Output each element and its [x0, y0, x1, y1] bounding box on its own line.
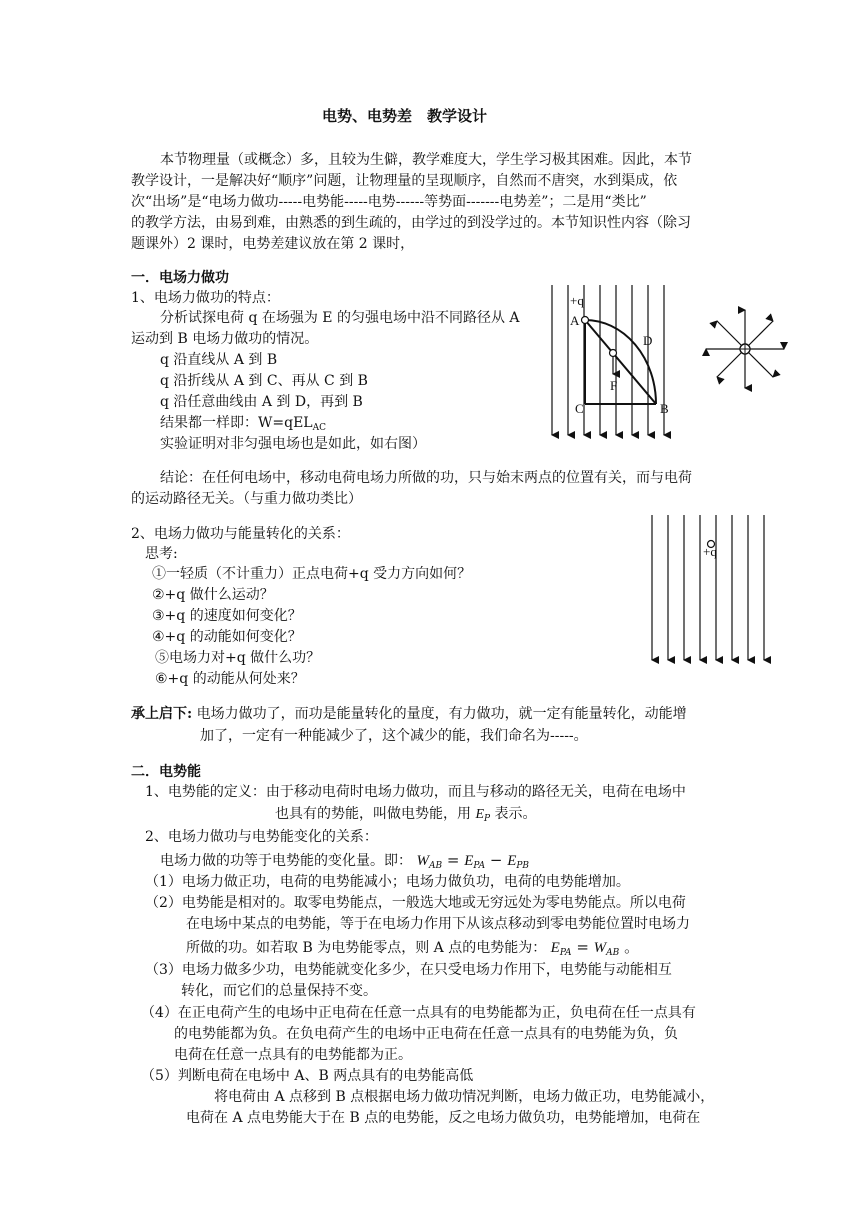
- uniform-field-path-diagram: [540, 280, 680, 442]
- conclusion-line-1: 结论：在任何电场中，移动电荷电场力所做的功，只与始末两点的位置有关，而与电荷: [160, 470, 692, 486]
- formula1-e1-sub: PA: [473, 861, 486, 871]
- fig1-label-a: A: [570, 313, 580, 328]
- def-line-1: 1、电势能的定义：由于移动电荷时电场力做功，而且与移动的路径无关，电荷在电场中: [145, 784, 686, 800]
- formula2-e: E: [550, 940, 560, 956]
- formula1-minus: −: [485, 851, 508, 869]
- page-title: 电势、电势差 教学设计: [322, 107, 488, 125]
- def-line-2: [275, 804, 537, 829]
- s1-line-7: 实验证明对非匀强电场也是如此，如右图）: [160, 436, 426, 452]
- question-2: ②+q 做什么运动？: [152, 587, 274, 603]
- s1-line-4: q 沿折线从 A 到 C、再从 C 到 B: [160, 373, 368, 389]
- fig1-label-b: B: [660, 401, 669, 416]
- ep-symbol: E: [475, 807, 485, 822]
- section1-sub2: 2、电场力做功与能量转化的关系：: [131, 526, 350, 542]
- formula1-e2-sub: PB: [516, 861, 530, 871]
- fig1-label-c: C: [575, 401, 584, 416]
- transition-line-1: [131, 704, 687, 724]
- fig1-label-f: F: [610, 378, 618, 393]
- transition-text-1: 电场力做功了，而功是能量转化的量度，有力做功，就一定有能量转化，动能增: [192, 706, 687, 722]
- fig2-charge-label: +q: [703, 544, 717, 559]
- point-4-line-3: 电荷在任意一点具有的电势能都为正。: [174, 1047, 412, 1063]
- s1-line-3: q 沿直线从 A 到 B: [160, 352, 278, 368]
- formula2-eq: =: [571, 938, 594, 956]
- point-4-line-1: （4）在正电荷产生的电场中正电荷在任意一点具有的电势能都为正，负电荷在任一点具有: [141, 1005, 696, 1021]
- relation-text: 电场力做的功等于电势能的变化量。即：: [160, 853, 412, 869]
- formula2-w-sub: AB: [606, 948, 620, 958]
- fig1-label-d: D: [643, 333, 653, 348]
- point-2-line-2: 在电场中某点的电势能，等于在电场力作用下从该点移动到零电势能位置时电场力: [186, 916, 690, 932]
- section1-heading: 一．电场力做功: [131, 270, 229, 286]
- formula2-e-sub: PA: [559, 948, 572, 958]
- uniform-field-charge-diagram: [640, 512, 780, 664]
- point-1: （1）电场力做正功，电荷的电势能减小；电场力做负功，电荷的电势能增加。: [145, 874, 630, 890]
- point-5-line-2: 将电荷由 A 点移到 B 点根据电场力做功情况判断，电场力做正功，电势能减小，: [214, 1089, 715, 1105]
- section1-sub1: 1、电场力做功的特点：: [131, 290, 280, 306]
- formula1-w-sub: AB: [428, 861, 443, 871]
- point-charge-field-diagram: [700, 304, 790, 394]
- w-subscript: AC: [312, 423, 326, 433]
- point-4-line-2: 的电势能都为负。在负电荷产生的电场中正电荷在任意一点具有的电势能为负，负: [174, 1026, 678, 1042]
- question-5: ⑤电场力对+q 做什么功？: [155, 650, 321, 666]
- intro-line-1: 本节物理量（或概念）多，且较为生僻，教学难度大，学生学习极其困难。因此，本节: [160, 152, 692, 168]
- fig1-charge-label: +q: [570, 293, 584, 308]
- def-text-2: 也具有的势能，叫做电势能，用: [275, 806, 471, 822]
- point-2-text-3: 所做的功。如若取 B 为电势能零点，则 A 点的电势能为：: [186, 940, 547, 956]
- point-3-line-2: 转化，而它们的总量保持不变。: [181, 983, 377, 999]
- s1-result-text: 结果都一样即：W=qEL: [160, 415, 313, 431]
- intro-line-2: 教学设计，一是解决好“顺序”问题，让物理量的呈现顺序，自然而不唐突，水到渠成，依: [131, 173, 678, 189]
- transition-line-2: 加了，一定有一种能减少了，这个减少的能，我们命名为-----。: [200, 728, 588, 744]
- s1-line-2: 运动到 B 电场力做功的情况。: [131, 331, 319, 347]
- formula2-w: W: [593, 940, 607, 956]
- think-label: 思考:: [145, 546, 178, 562]
- question-6: ⑥+q 的动能从何处来？: [155, 671, 305, 687]
- formula2-tail: 。: [619, 938, 640, 956]
- intro-line-3: 次“出场”是“电场力做功-----电势能-----电势------等势面-------电势差”；二是用“类比”: [131, 194, 647, 210]
- intro-line-5: 题课外）2 课时，电势差建议放在第 2 课时，: [131, 236, 415, 252]
- ep-subscript: P: [484, 814, 491, 824]
- section2-heading: 二．电势能: [131, 764, 201, 780]
- question-3: ③+q 的速度如何变化？: [152, 608, 302, 624]
- conclusion-line-2: 的运动路径无关。（与重力做功类比）: [131, 491, 362, 507]
- formula-work-energy: [416, 851, 529, 869]
- formula-ep-a: [551, 938, 639, 956]
- point-3-line-1: （3）电场力做多少功，电势能就变化多少，在只受电场力作用下，电势能与动能相互: [145, 962, 672, 978]
- s1-line-1: 分析试探电荷 q 在场强为 E 的匀强电场中沿不同路径从 A: [160, 310, 520, 326]
- formula1-eq: =: [442, 851, 465, 869]
- point-5-line-1: （5）判断电荷在电场中 A、B 两点具有的电势能高低: [141, 1068, 474, 1084]
- formula1-e1: E: [464, 853, 474, 869]
- s1-line-5: q 沿任意曲线由 A 到 D，再到 B: [160, 394, 363, 410]
- intro-line-4: 的教学方法，由易到难，由熟悉的到生疏的，由学过的到没学过的。本节知识性内容（除习: [131, 215, 691, 231]
- ep-tail: 表示。: [490, 806, 537, 822]
- transition-label: 承上启下:: [131, 706, 193, 722]
- point-2-line-1: （2）电势能是相对的。取零电势能点，一般选大地或无穷远处为零电势能点。所以电荷: [145, 895, 686, 911]
- question-4: ④+q 的动能如何变化？: [152, 629, 302, 645]
- question-1: ①一轻质（不计重力）正点电荷+q 受力方向如何？: [152, 566, 472, 582]
- relation-heading: 2、电场力做功与电势能变化的关系：: [145, 829, 378, 845]
- formula1-e2: E: [507, 853, 517, 869]
- point-5-line-3: 电荷在 A 点电势能大于在 B 点的电势能，反之电场力做负功，电势能增加，电荷在: [186, 1110, 701, 1126]
- formula1-w: W: [416, 853, 429, 869]
